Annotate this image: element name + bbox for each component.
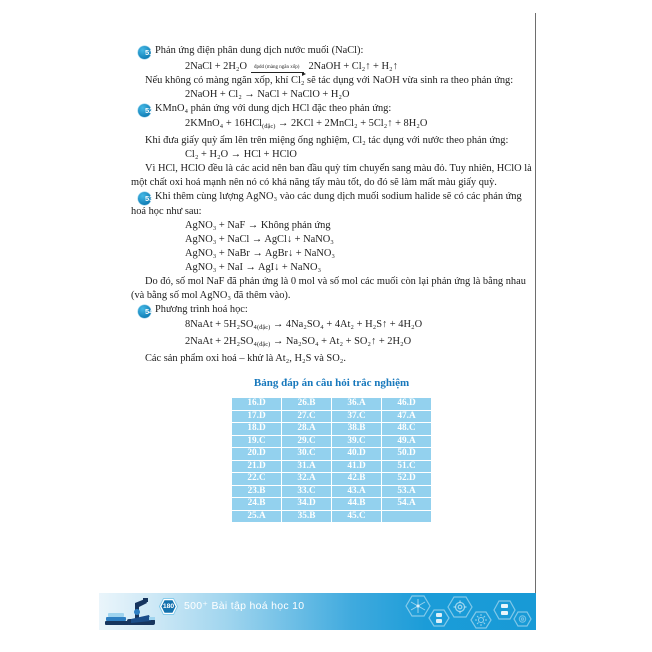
answer-cell: 23.B — [232, 486, 281, 498]
hourglass-hexagon-icon — [429, 610, 449, 626]
item-number-badge: 54 — [138, 305, 151, 318]
item-number-badge: 53 — [138, 192, 151, 205]
item-number-badge: 52 — [138, 104, 151, 117]
equation-right: 2NaOH + Cl₂↑ + H₂↑ — [308, 61, 398, 72]
page-edge-line — [535, 13, 536, 630]
table-row — [232, 411, 431, 423]
equation-54-2 — [131, 335, 532, 352]
answer-cell: 22.C — [232, 473, 281, 485]
gear-icon — [454, 601, 467, 614]
answer-cell: 33.C — [282, 486, 331, 498]
table-row — [232, 461, 431, 473]
table-row — [232, 511, 431, 523]
gear-hexagon-icon — [448, 597, 472, 617]
item-51 — [131, 44, 532, 59]
answer-cell: 20.D — [232, 448, 281, 460]
answer-cell: 48.C — [382, 423, 431, 435]
state-subscript: (đặc) — [262, 123, 276, 130]
answer-cell: 44.B — [332, 498, 381, 510]
small-gear-hexagon-icon — [514, 612, 531, 626]
answer-cell: 24.B — [232, 498, 281, 510]
equation-right: → 2KCl + 2MnCl₂ + 5Cl₂↑ + 8H₂O — [275, 118, 428, 129]
answer-cell: 34.D — [282, 498, 331, 510]
answer-table-title: Bảng đáp án câu hỏi trắc nghiệm — [253, 377, 410, 389]
answer-cell: 28.A — [282, 423, 331, 435]
equation-53-4: AgNO₃ + NaI → AgI↓ + NaNO₃ — [185, 262, 322, 273]
item-53-paragraph: Do đó, số mol NaF đã phản ứng là 0 mol và số mol các muối còn lại phản ứng là bằng nhau (và bằng số mol AgNO₃ đã thêm vào). — [131, 276, 526, 301]
answer-cell: 37.C — [332, 411, 381, 423]
page-content — [131, 44, 532, 523]
answer-cell: 35.B — [282, 511, 331, 523]
answer-cell: 16.D — [232, 398, 281, 410]
molecule-icon — [411, 599, 425, 613]
table-row — [232, 423, 431, 435]
equation-52-1 — [131, 117, 532, 134]
answer-cell: 31.A — [282, 461, 331, 473]
equation-left: 8NaAt + 5H₂SO₄ — [185, 319, 257, 330]
table-row — [232, 498, 431, 510]
item-54 — [131, 303, 532, 318]
item-53-intro: Khi thêm cùng lượng AgNO₃ vào các dung dịch muối sodium halide sẽ có các phản ứng hoá học như sau: — [131, 191, 522, 217]
answer-table — [231, 397, 432, 523]
answer-cell: 53.A — [382, 486, 431, 498]
answer-cell: 19.C — [232, 436, 281, 448]
item-52-note: Khi đưa giấy quỳ ẩm lên trên miệng ống nghiệm, Cl₂ tác dụng với nước theo phản ứng: — [145, 135, 509, 146]
answer-cell: 26.B — [282, 398, 331, 410]
equation-53-1: AgNO₃ + NaF → Không phản ứng — [185, 220, 331, 231]
answer-cell: 17.D — [232, 411, 281, 423]
item-52-paragraph: Vì HCl, HClO đều là các acid nên ban đầu quỳ tím chuyển sang màu đỏ. Tuy nhiên, HClO là một chất oxi hoá mạnh nên nó có khả năng tẩy màu tốt, do đó sẽ làm mất màu giấy quỳ. — [131, 163, 532, 188]
answer-cell: 39.C — [332, 436, 381, 448]
answer-cell: 40.D — [332, 448, 381, 460]
answer-cell: 42.B — [332, 473, 381, 485]
equation-53-3: AgNO₃ + NaBr → AgBr↓ + NaNO₃ — [185, 248, 335, 259]
page-number-badge — [158, 596, 179, 617]
small-gear-icon — [519, 616, 525, 622]
equation-right: → Na₂SO₄ + At₂ + SO₂↑ + 2H₂O — [270, 336, 412, 347]
state-subscript: (đặc) — [256, 341, 271, 348]
answer-cell: 21.D — [232, 461, 281, 473]
book-title: 500⁺ Bài tập hoá học 10 — [184, 600, 305, 612]
answer-cell: 52.D — [382, 473, 431, 485]
equation-54-1 — [131, 318, 532, 335]
sun-icon — [475, 614, 487, 626]
equation-left: 2NaCl + 2H₂O — [185, 61, 248, 72]
page-number: 180 — [162, 603, 175, 610]
reaction-arrow-icon — [251, 59, 304, 73]
answer-cell: 30.C — [282, 448, 331, 460]
table-row — [232, 436, 431, 448]
hourglass-icon — [436, 613, 442, 623]
answer-cell: 54.A — [382, 498, 431, 510]
answer-cell: 18.D — [232, 423, 281, 435]
answer-cell: 49.A — [382, 436, 431, 448]
equation-51-1 — [131, 59, 532, 74]
item-number-badge: 51 — [138, 46, 151, 59]
battery-hexagon-icon — [494, 601, 515, 619]
equation-53-2: AgNO₃ + NaCl → AgCl↓ + NaNO₃ — [185, 234, 334, 245]
answer-cell: 45.C — [332, 511, 381, 523]
equation-right: → 4Na₂SO₄ + 4At₂ + H₂S↑ + 4H₂O — [270, 319, 423, 330]
answer-cell: 25.A — [232, 511, 281, 523]
state-subscript: (đặc) — [256, 324, 271, 331]
answer-cell: 38.B — [332, 423, 381, 435]
item-52 — [131, 102, 532, 117]
item-53 — [131, 190, 532, 219]
battery-icon — [501, 604, 508, 615]
answer-cell: 32.A — [282, 473, 331, 485]
item-51-note: Nếu không có màng ngăn xốp, khí Cl₂ sẽ tác dụng với NaOH vừa sinh ra theo phản ứng: — [145, 75, 514, 86]
footer-bar — [99, 593, 536, 630]
equation-51-2: 2NaOH + Cl₂ → NaCl + NaClO + H₂O — [185, 89, 350, 100]
answer-cell: 43.A — [332, 486, 381, 498]
equation-left: 2NaAt + 2H₂SO₄ — [185, 336, 257, 347]
table-row — [232, 473, 431, 485]
item-51-intro: Phản ứng điện phân dung dịch nước muối (NaCl): — [155, 45, 364, 56]
item-54-intro: Phương trình hoá học: — [155, 304, 248, 315]
reaction-condition-label: đpdd (màng ngăn xốp) — [251, 65, 304, 73]
table-row — [232, 486, 431, 498]
answer-cell: 36.A — [332, 398, 381, 410]
answer-cell: 27.C — [282, 411, 331, 423]
answer-cell: 50.D — [382, 448, 431, 460]
equation-52-2: Cl₂ + H₂O → HCl + HClO — [185, 149, 297, 160]
item-54-paragraph: Các sản phẩm oxi hoá – khử là At₂, H₂S và SO₂. — [145, 353, 346, 364]
answer-cell: 51.C — [382, 461, 431, 473]
answer-cell — [382, 511, 431, 523]
answer-cell: 29.C — [282, 436, 331, 448]
table-row — [232, 448, 431, 460]
answer-cell: 41.D — [332, 461, 381, 473]
equation-left: 2KMnO₄ + 16HCl — [185, 118, 263, 129]
table-row — [232, 398, 431, 410]
item-52-intro: KMnO₄ phản ứng với dung dịch HCl đặc theo phản ứng: — [155, 103, 392, 114]
answer-cell: 46.D — [382, 398, 431, 410]
answer-cell: 47.A — [382, 411, 431, 423]
hexagon-decorations — [396, 593, 536, 630]
microscope-illustration-icon — [105, 597, 157, 627]
